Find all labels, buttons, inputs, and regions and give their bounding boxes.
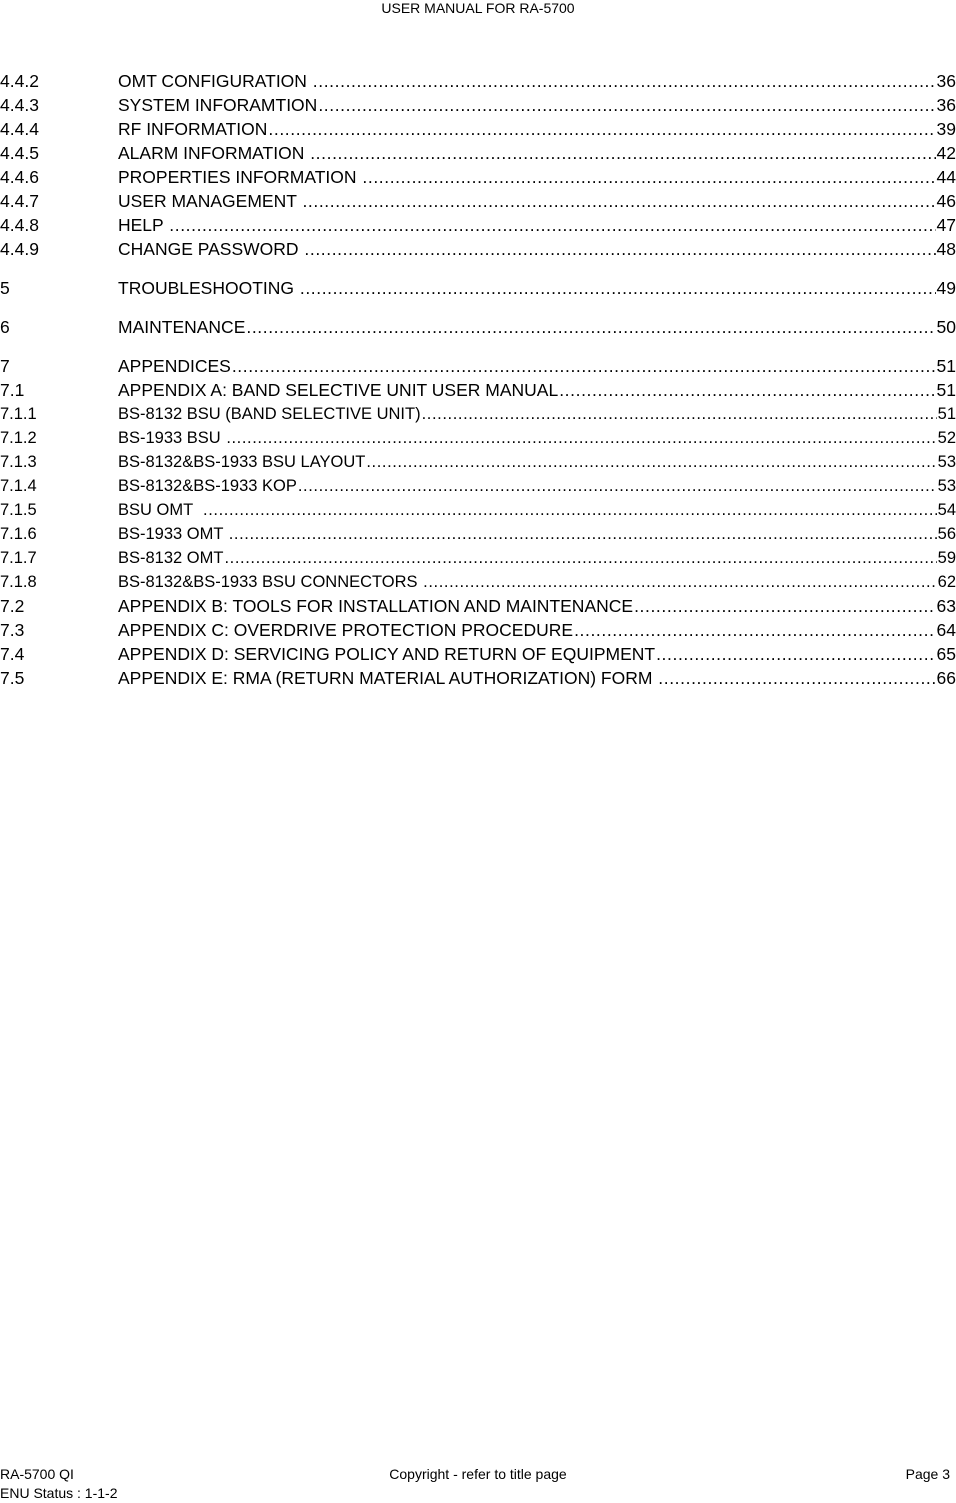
toc-title: APPENDICES — [118, 356, 231, 376]
toc-number: 7.5 — [0, 668, 25, 688]
toc-title: USER MANAGEMENT — [118, 191, 302, 211]
toc-leader — [298, 474, 937, 498]
toc-page: 48 — [936, 239, 956, 259]
toc-title: BS-8132&BS-1933 BSU LAYOUT — [118, 453, 366, 471]
toc-title: APPENDIX E: RMA (RETURN MATERIAL AUTHORIZATION) FORM — [118, 668, 658, 688]
toc-entry[interactable] — [0, 474, 956, 498]
toc-number: 5 — [0, 278, 10, 298]
table-of-contents — [0, 69, 956, 690]
toc-entry[interactable] — [0, 522, 956, 546]
running-header: USER MANUAL FOR RA-5700 — [381, 0, 575, 16]
toc-page: 49 — [936, 278, 956, 298]
toc-leader — [559, 378, 935, 402]
toc-number: 7.1 — [0, 380, 25, 400]
toc-page: 63 — [936, 596, 956, 616]
toc-entry[interactable] — [0, 237, 956, 261]
toc-leader — [634, 594, 935, 618]
toc-number: 7.3 — [0, 620, 25, 640]
toc-title: BS-1933 BSU — [118, 429, 226, 447]
toc-title: OMT CONFIGURATION — [118, 71, 312, 91]
toc-leader — [310, 141, 935, 165]
toc-number: 4.4.3 — [0, 95, 39, 115]
toc-number: 7.1.6 — [0, 525, 37, 543]
toc-number: 4.4.7 — [0, 191, 39, 211]
toc-number: 7.1.4 — [0, 477, 37, 495]
toc-page: 42 — [936, 143, 956, 163]
toc-page: 50 — [936, 317, 956, 337]
toc-title: BS-8132&BS-1933 KOP — [118, 477, 297, 495]
toc-leader — [229, 522, 937, 546]
toc-page: 39 — [936, 119, 956, 139]
toc-title: APPENDIX A: BAND SELECTIVE UNIT USER MANUAL — [118, 380, 559, 400]
footer-copyright: Copyright - refer to title page — [389, 1466, 567, 1482]
toc-number: 7.4 — [0, 644, 25, 664]
toc-title: APPENDIX B: TOOLS FOR INSTALLATION AND MAINTENANCE — [118, 596, 634, 616]
toc-entry[interactable] — [0, 165, 956, 189]
toc-number: 4.4.4 — [0, 119, 39, 139]
toc-number: 6 — [0, 317, 10, 337]
toc-number: 7.1.2 — [0, 429, 37, 447]
toc-leader — [423, 570, 936, 594]
toc-title: CHANGE PASSWORD — [118, 239, 304, 259]
toc-page: 36 — [936, 71, 956, 91]
toc-page: 62 — [937, 573, 956, 591]
toc-page: 53 — [937, 453, 956, 471]
toc-entry[interactable] — [0, 402, 956, 426]
toc-number: 4.4.9 — [0, 239, 39, 259]
toc-page: 46 — [936, 191, 956, 211]
toc-title: MAINTENANCE — [118, 317, 246, 337]
toc-entry[interactable] — [0, 642, 956, 666]
toc-entry[interactable] — [0, 189, 956, 213]
footer-doc-id: RA-5700 QI — [0, 1466, 74, 1482]
toc-leader — [302, 189, 935, 213]
toc-leader — [313, 69, 936, 93]
toc-number: 7.1.8 — [0, 573, 37, 591]
toc-leader — [268, 117, 935, 141]
toc-leader — [422, 402, 937, 426]
toc-entry[interactable] — [0, 117, 956, 141]
toc-leader — [366, 450, 936, 474]
toc-title: APPENDIX D: SERVICING POLICY AND RETURN OF EQUIPMENT — [118, 644, 656, 664]
toc-entry[interactable] — [0, 594, 956, 618]
toc-number: 7.1.1 — [0, 405, 37, 423]
toc-number: 7.1.7 — [0, 549, 37, 567]
toc-page: 53 — [937, 477, 956, 495]
toc-page: 59 — [937, 549, 956, 567]
toc-title: APPENDIX C: OVERDRIVE PROTECTION PROCEDURE — [118, 620, 574, 640]
toc-title: RF INFORMATION — [118, 119, 268, 139]
toc-number: 7 — [0, 356, 10, 376]
toc-leader — [232, 354, 936, 378]
toc-leader — [246, 315, 935, 339]
toc-page: 64 — [936, 620, 956, 640]
toc-entry[interactable] — [0, 378, 956, 402]
toc-number: 7.1.5 — [0, 501, 37, 519]
toc-leader — [169, 213, 935, 237]
toc-entry[interactable] — [0, 141, 956, 165]
toc-number: 4.4.2 — [0, 71, 39, 91]
toc-page: 52 — [937, 429, 956, 447]
toc-leader — [656, 642, 935, 666]
toc-page: 56 — [937, 525, 956, 543]
toc-number: 4.4.8 — [0, 215, 39, 235]
toc-number: 7.1.3 — [0, 453, 37, 471]
toc-title: SYSTEM INFORAMTION — [118, 95, 318, 115]
toc-title: BS-8132&BS-1933 BSU CONNECTORS — [118, 573, 423, 591]
toc-title: ALARM INFORMATION — [118, 143, 310, 163]
footer-page-number: Page 3 — [905, 1466, 950, 1482]
toc-title: BS-8132 BSU (BAND SELECTIVE UNIT) — [118, 405, 421, 423]
toc-leader — [300, 276, 936, 300]
toc-page: 51 — [936, 380, 956, 400]
toc-title: TROUBLESHOOTING — [118, 278, 299, 298]
toc-leader — [224, 546, 936, 570]
toc-entry[interactable] — [0, 276, 956, 300]
toc-number: 4.4.5 — [0, 143, 39, 163]
toc-leader — [574, 618, 935, 642]
toc-title: PROPERTIES INFORMATION — [118, 167, 362, 187]
toc-entry[interactable] — [0, 213, 956, 237]
toc-leader — [362, 165, 935, 189]
toc-entry[interactable] — [0, 69, 956, 93]
toc-entry[interactable] — [0, 546, 956, 570]
toc-leader — [318, 93, 935, 117]
toc-leader — [658, 666, 935, 690]
toc-entry[interactable] — [0, 498, 956, 522]
toc-entry[interactable] — [0, 450, 956, 474]
toc-title: BS-8132 OMT — [118, 549, 224, 567]
toc-entry[interactable] — [0, 93, 956, 117]
toc-page: 44 — [936, 167, 956, 187]
toc-page: 36 — [936, 95, 956, 115]
footer-status: ENU Status : 1-1-2 — [0, 1485, 118, 1501]
toc-page: 51 — [937, 405, 956, 423]
toc-entry[interactable] — [0, 618, 956, 642]
toc-page: 65 — [936, 644, 956, 664]
toc-entry[interactable] — [0, 426, 956, 450]
toc-leader — [203, 498, 937, 522]
toc-title: HELP — [118, 215, 169, 235]
toc-page: 54 — [937, 501, 956, 519]
toc-entry[interactable] — [0, 666, 956, 690]
toc-page: 66 — [936, 668, 956, 688]
toc-page: 47 — [936, 215, 956, 235]
toc-title: BSU OMT — [118, 501, 203, 519]
toc-entry[interactable] — [0, 570, 956, 594]
toc-entry[interactable] — [0, 315, 956, 339]
toc-entry[interactable] — [0, 354, 956, 378]
toc-number: 7.2 — [0, 596, 25, 616]
toc-page: 51 — [936, 356, 956, 376]
toc-leader — [304, 237, 935, 261]
toc-leader — [226, 426, 936, 450]
toc-number: 4.4.6 — [0, 167, 39, 187]
toc-title: BS-1933 OMT — [118, 525, 228, 543]
